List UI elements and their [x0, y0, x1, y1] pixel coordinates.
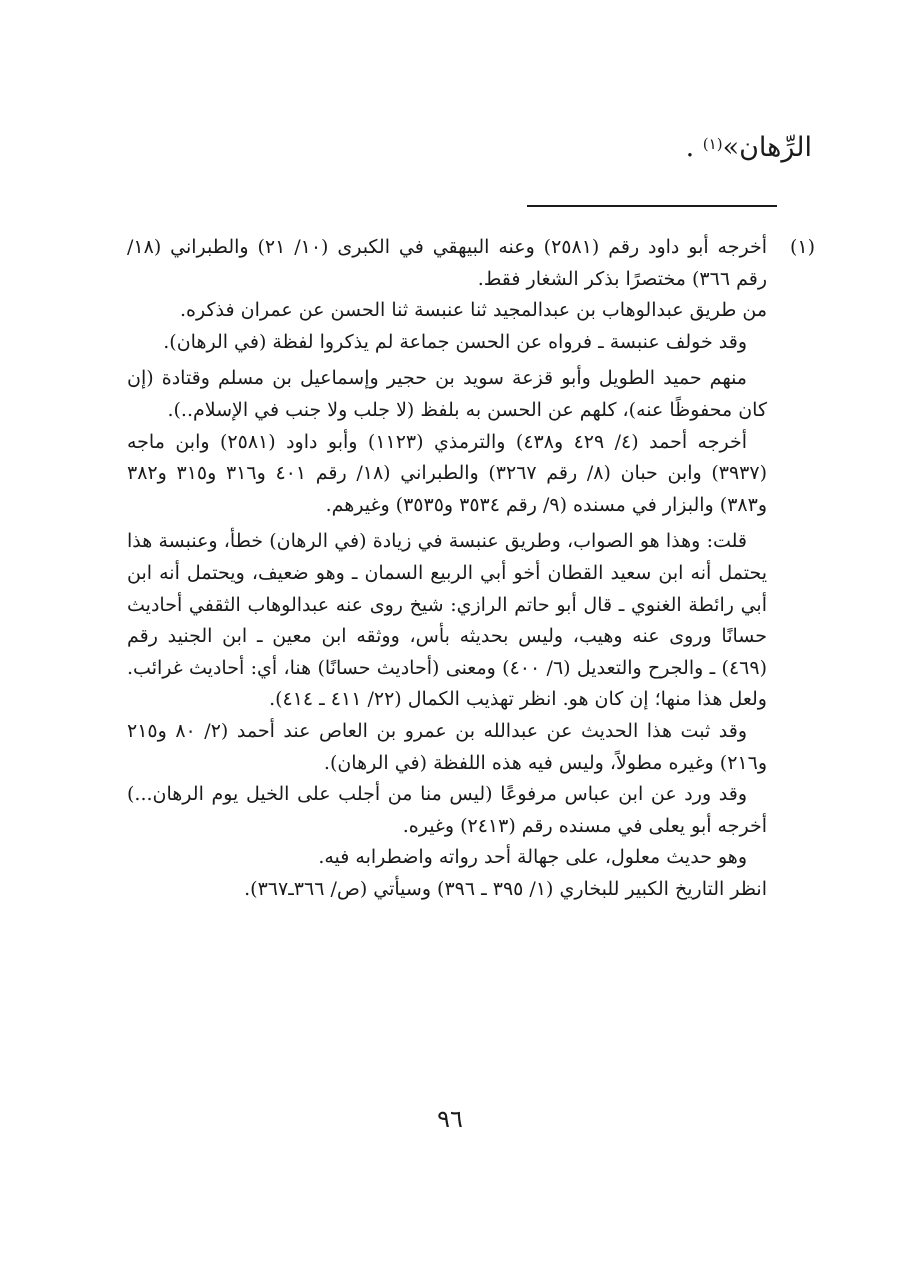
- page-number: ٩٦: [437, 1105, 463, 1133]
- footnote-paragraph: منهم حميد الطويل وأبو قزعة سويد بن حجير وإسماعيل بن مسلم وقتادة (إن كان محفوظًا عنه)، كلهم عن الحسن به بلفظ (لا جلب ولا جنب في الإسلام..).: [127, 367, 767, 421]
- footnote-paragraph: انظر التاريخ الكبير للبخاري (١/ ٣٩٥ ـ ٣٩٦) وسيأتي (ص/ ٣٦٦ـ٣٦٧).: [244, 877, 767, 900]
- footnote-separator: [527, 205, 777, 207]
- footnote-reference[interactable]: (١): [702, 135, 723, 153]
- footnote-paragraph: وقد ورد عن ابن عباس مرفوعًا (ليس منا من أجلب على الخيل يوم الرهان...) أخرجه أبو يعلى في مسنده رقم (٢٤١٣) وغيره.: [127, 783, 767, 837]
- main-text-end: .: [685, 132, 695, 163]
- footnote-paragraph: وقد خولف عنبسة ـ فرواه عن الحسن جماعة لم يذكروا لفظة (في الرهان).: [163, 330, 747, 353]
- footnote-paragraph: وقد ثبت هذا الحديث عن عبدالله بن عمرو بن العاص عند أحمد (٢/ ٨٠ و٢١٥ و٢١٦) وغيره مطولاً، وليس فيه هذه اللفظة (في الرهان).: [127, 719, 767, 774]
- main-text-line: [112, 128, 812, 168]
- main-text: الرِّهان»: [722, 132, 812, 163]
- footnote-marker: (١): [789, 236, 815, 258]
- footnote-paragraph: قلت: وهذا هو الصواب، وطريق عنبسة في زيادة (في الرهان) خطأ، وعنبسة هذا يحتمل أنه ابن سعيد القطان أخو أبي الربيع السمان ـ وهو ضعيف، ويحتمل أنه ابن أبي رائطة الغنوي ـ قال أبو حاتم الرازي: شيخ روى عنه عبدالوهاب الثقفي أحاديث حسانًا وروى عنه وهيب، وليس بحديثه بأس، ووثقه ابن معين ـ ابن الجنيد رقم (٤٦٩) ـ والجرح والتعديل (٦/ ٤٠٠) ومعنى (أحاديث حسانًا) هنا، أي: أحاديث غرائب. ولعل هذا منها؛ إن كان هو. انظر تهذيب الكمال (٢٢/ ٤١١ ـ ٤١٤).: [127, 530, 767, 711]
- footnote-paragraph: من طريق عبدالوهاب بن عبدالمجيد ثنا عنبسة ثنا الحسن عن عمران فذكره.: [180, 299, 767, 322]
- footnote-paragraph: أخرجه أحمد (٤/ ٤٢٩ و٤٣٨) والترمذي (١١٢٣) وأبو داود (٢٥٨١) وابن ماجه (٣٩٣٧) وابن حبان (٨/ رقم ٣٢٦٧) والطبراني (١٨/ رقم ٤٠١ و٣١٦ و٣١٥ و٣٨٢ و٣٨٣) والبزار في مسنده (٩/ رقم ٣٥٣٤ و٣٥٣٥) وغيرهم.: [127, 430, 768, 516]
- footnote-paragraph: وهو حديث معلول، على جهالة أحد رواته واضطرابه فيه.: [318, 846, 747, 869]
- footnote-body: [127, 232, 767, 905]
- footnote-paragraph: أخرجه أبو داود رقم (٢٥٨١) وعنه البيهقي في الكبرى (١٠/ ٢١) والطبراني (١٨/ رقم ٣٦٦) مختصرًا بذكر الشغار فقط.: [127, 236, 767, 290]
